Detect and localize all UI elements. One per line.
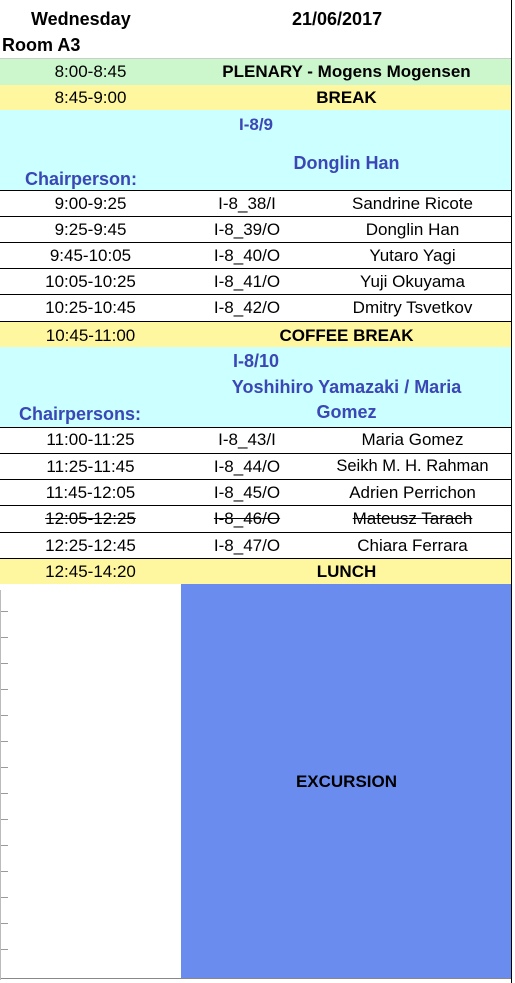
talk-speaker: Adrien Perrichon	[349, 483, 476, 502]
grid-tick	[0, 793, 8, 794]
talk-time: 9:25-9:45	[54, 220, 127, 239]
table-right-border	[511, 0, 512, 983]
talk-speaker: Sandrine Ricote	[352, 194, 473, 213]
coffee-label: COFFEE BREAK	[279, 326, 414, 345]
grid-tick	[0, 689, 8, 690]
room-label: Room A3	[2, 35, 81, 55]
session1-code: I-8/9	[238, 115, 274, 134]
talk-code: I-8_45/O	[213, 483, 281, 502]
lunch-label: LUNCH	[316, 562, 377, 581]
talk-time: 12:25-12:45	[45, 536, 136, 555]
cancelled-talk-speaker: Mateusz Tarach	[352, 509, 473, 528]
grid-tick	[0, 871, 8, 872]
row-divider	[0, 505, 512, 506]
row-divider	[0, 479, 512, 480]
row-divider	[0, 978, 512, 979]
row-divider	[0, 242, 512, 243]
row-divider	[0, 294, 512, 295]
talk-time: 9:45-10:05	[49, 246, 132, 265]
talk-code: I-8_41/O	[213, 272, 281, 291]
talk-code: I-8_40/O	[213, 246, 281, 265]
grid-tick	[0, 611, 8, 612]
talk-time: 10:25-10:45	[45, 298, 136, 317]
grid-tick	[0, 897, 8, 898]
row-divider	[0, 321, 512, 322]
session2-chair-name-line2: Gomez	[316, 402, 377, 422]
session1-chair-label: Chairperson:	[25, 169, 138, 189]
talk-speaker: Seikh M. H. Rahman	[336, 457, 489, 475]
break-label: BREAK	[316, 88, 377, 107]
row-divider	[0, 190, 512, 191]
row-divider	[0, 427, 512, 428]
plenary-time: 8:00-8:45	[54, 62, 127, 81]
talk-time: 9:00-9:25	[54, 194, 127, 213]
grid-tick	[0, 819, 8, 820]
coffee-time: 10:45-11:00	[45, 326, 136, 345]
lunch-time: 12:45-14:20	[45, 562, 136, 581]
talk-speaker: Chiara Ferrara	[357, 536, 468, 555]
session2-chair-name-line1: Yoshihiro Yamazaki / Maria	[231, 377, 462, 397]
talk-code: I-8_42/O	[213, 298, 281, 317]
row-divider	[0, 558, 512, 559]
grid-tick	[0, 767, 8, 768]
talk-code: I-8_47/O	[213, 536, 281, 555]
date-label: 21/06/2017	[292, 9, 383, 29]
talk-speaker: Dmitry Tsvetkov	[352, 298, 473, 317]
session2-code: I-8/10	[232, 351, 280, 371]
grid-tick	[0, 741, 8, 742]
table-left-border	[0, 590, 1, 980]
talk-speaker: Maria Gomez	[361, 430, 464, 449]
excursion-label: EXCURSION	[295, 772, 398, 791]
talk-code: I-8_38/I	[218, 194, 276, 213]
row-divider	[0, 268, 512, 269]
session2-chair-label: Chairpersons:	[19, 404, 142, 424]
break-time: 8:45-9:00	[54, 88, 127, 107]
grid-tick	[0, 637, 8, 638]
talk-code: I-8_43/I	[218, 430, 276, 449]
row-divider	[0, 216, 512, 217]
talk-code: I-8_39/O	[213, 220, 281, 239]
talk-time: 11:45-12:05	[45, 483, 136, 502]
cancelled-talk-time: 12:05-12:25	[45, 509, 136, 528]
grid-tick	[0, 663, 8, 664]
talk-code: I-8_44/O	[213, 457, 281, 476]
talk-speaker: Donglin Han	[365, 220, 460, 239]
session1-chair-name: Donglin Han	[293, 153, 400, 173]
talk-time: 11:25-11:45	[46, 457, 135, 476]
cancelled-talk-code: I-8_46/O	[213, 509, 281, 528]
grid-tick	[0, 949, 8, 950]
row-divider	[0, 453, 512, 454]
grid-tick	[0, 715, 8, 716]
talk-speaker: Yutaro Yagi	[369, 246, 456, 265]
grid-tick	[0, 923, 8, 924]
talk-time: 10:05-10:25	[45, 272, 136, 291]
row-divider	[0, 58, 512, 59]
row-divider	[0, 532, 512, 533]
talk-speaker: Yuji Okuyama	[360, 272, 465, 291]
talk-time: 11:00-11:25	[46, 430, 135, 449]
day-label: Wednesday	[31, 9, 131, 29]
grid-tick	[0, 845, 8, 846]
plenary-title: PLENARY - Mogens Mogensen	[222, 62, 471, 81]
